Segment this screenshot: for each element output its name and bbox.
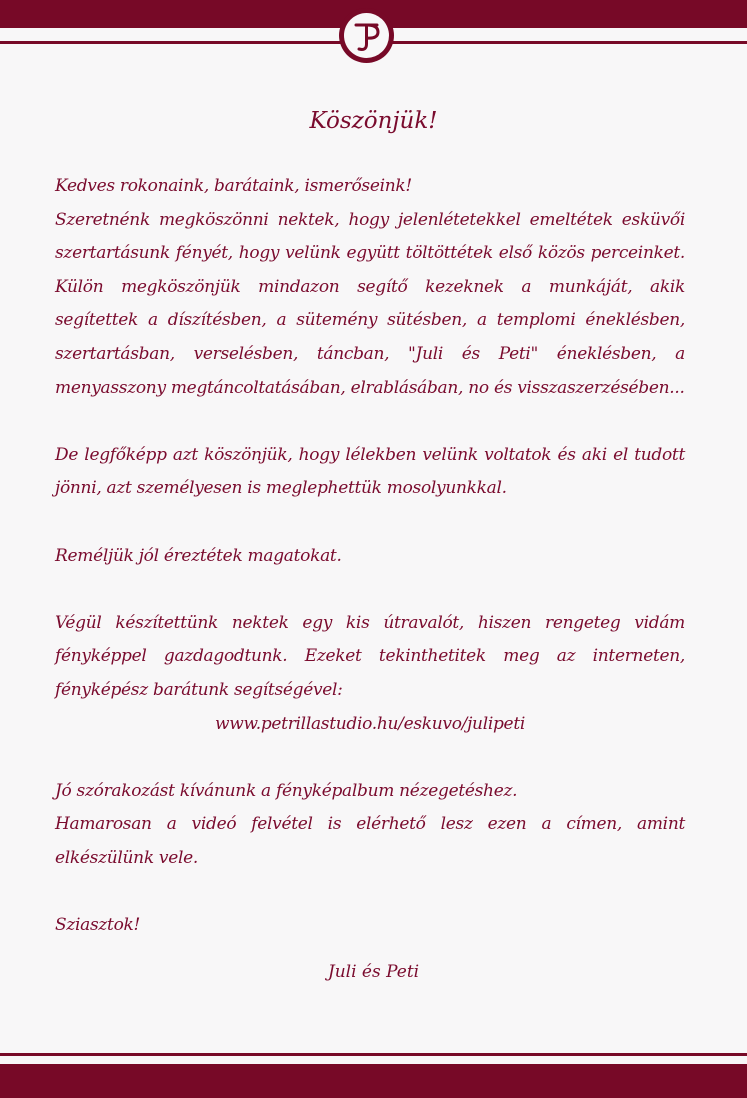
photos-paragraph: Végül készítettünk nektek egy kis útravalót, hiszen rengeteg vidám fényképpel gazdagodtunk. Ezeket tekinthetitek meg az interneten, fényképész barátunk segítségével:	[55, 612, 685, 700]
monogram-logo	[339, 8, 394, 63]
letter-body	[55, 170, 685, 943]
video-paragraph: Hamarosan a videó felvétel is elérhető lesz ezen a címen, amint elkészülünk vele.	[55, 814, 685, 868]
main-thanks-paragraph: De legfőképp azt köszönjük, hogy lélekben velünk voltatok és aki el tudott jönni, azt személyesen is meglephettük mosolyunkkal.	[55, 444, 685, 499]
page-title: Köszönjük!	[309, 108, 438, 134]
thanks-paragraph: Szeretnénk megköszönni nektek, hogy jelenlétetekkel emeltétek esküvői szertartásunk fényét, hogy velünk együtt töltöttétek első közös perceinket. Külön megköszönjük mindazon segítő kezeknek a munkáját, akik segítettek a díszítésben, a sütemény sütésben, a templomi éneklésben, szertartásban, verselésben, táncban, "Juli és Peti" éneklésben, a menyasszony megtáncoltatásában, elrablásában, no és visszaszerzésében...	[55, 209, 685, 398]
closing-line: Sziasztok!	[55, 915, 141, 936]
bottom-stripe	[0, 1053, 747, 1056]
enjoy-line: Jó szórakozást kívánunk a fényképalbum nézegetéshez.	[55, 780, 518, 801]
hope-paragraph: Reméljük jól éreztétek magatokat.	[55, 545, 342, 566]
signature: Juli és Peti	[327, 962, 420, 982]
album-url: www.petrillastudio.hu/eskuvo/julipeti	[215, 713, 525, 734]
bottom-band	[0, 1064, 747, 1098]
greeting: Kedves rokonaink, barátaink, ismerőseink!	[55, 176, 412, 196]
